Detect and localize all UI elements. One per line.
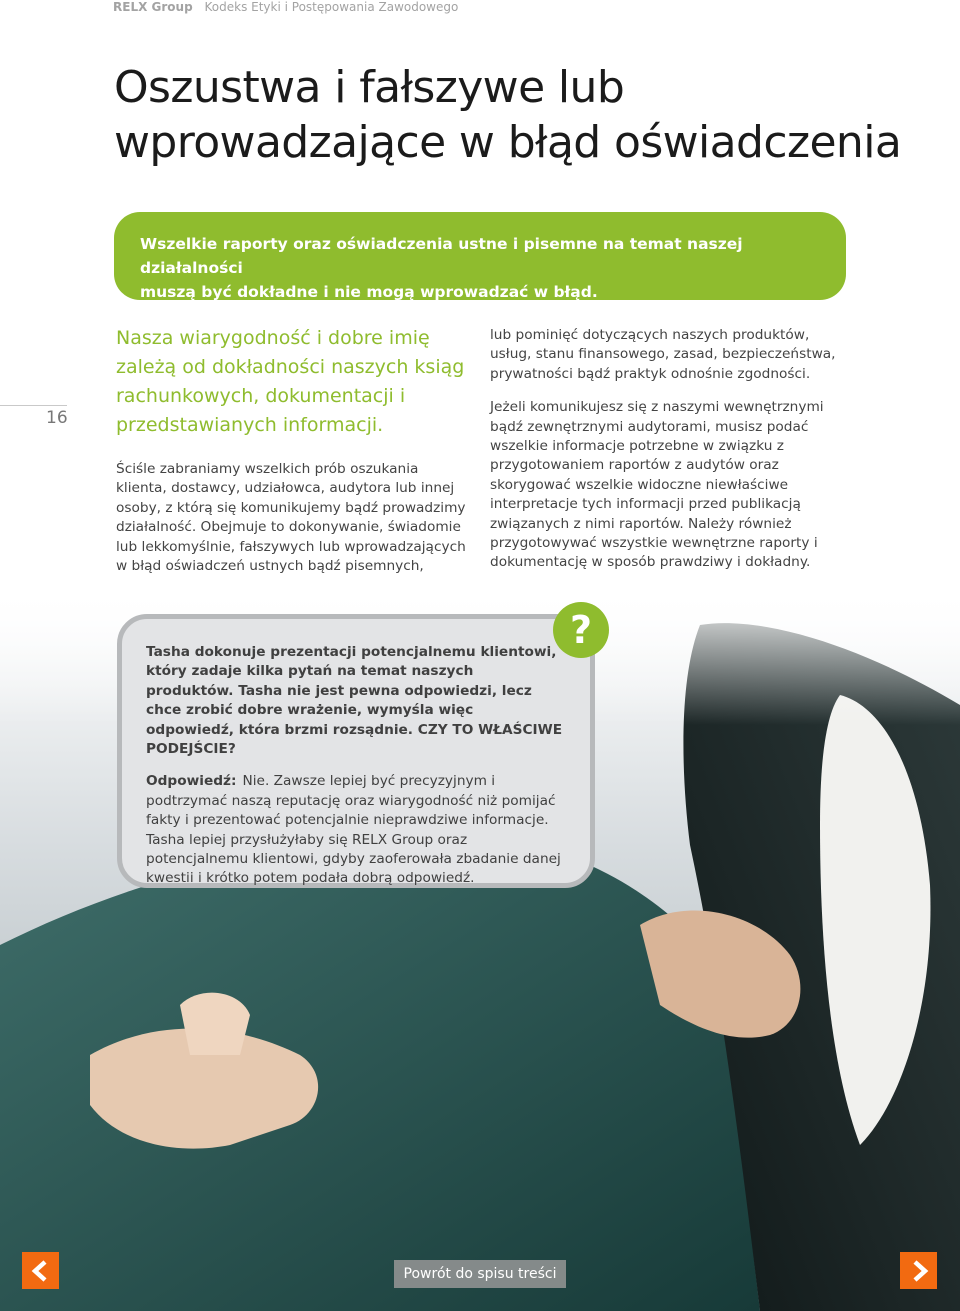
question-mark-icon: ? (553, 602, 609, 658)
title-line-1: Oszustwa i fałszywe lub (114, 62, 625, 113)
page-number-rule (0, 405, 67, 406)
header-doc-title: Kodeks Etyki i Postępowania Zawodowego (204, 0, 459, 14)
title-line-2: wprowadzające w błąd oświadczenia (114, 117, 902, 168)
previous-page-button[interactable] (22, 1252, 59, 1289)
body-paragraph-3: Jeżeli komunikujesz się z naszymi wewnętrznymi bądź zewnętrznymi audytorami, musisz podać wszelkie informacje potrzebne w związku z przygotowaniem raportów z audytów oraz skorygować wszelkie widoczne niewłaściwe interpretacje tych informacji przed publikacją związanych z nimi raportów. Należy również przygotowywać wszystkie wewnętrzne raporty i dokumentację w sposób prawdziwy i dokładny. (490, 399, 824, 571)
table-of-contents-link[interactable]: Powrót do spisu treści (394, 1260, 566, 1288)
page-number: 16 (46, 408, 68, 428)
qa-answer (146, 772, 564, 888)
chevron-left-icon (29, 1259, 53, 1283)
lead-paragraph: Nasza wiarygodność i dobre imię zależą od dokładności naszych ksiąg rachunkowych, dokumentacji i przedstawianych informacji. (116, 327, 465, 436)
chevron-right-icon (907, 1259, 931, 1283)
body-paragraph-1: Ściśle zabraniamy wszelkich prób oszukania klienta, dostawcy, udziałowca, audytora lub innej osoby, z którą się komunikujemy bądź prowadzimy działalność. Obejmuje to dokonywanie, świadomie lub lekkomyślnie, fałszywych lub wprowadzających w błąd oświadczeń ustnych bądź pisemnych, (116, 461, 466, 575)
running-header (113, 0, 458, 16)
header-brand: RELX Group (113, 0, 193, 14)
banner-line-2: muszą być dokładne i nie mogą wprowadzać w błąd. (140, 283, 598, 301)
qa-answer-label: Odpowiedź: (146, 773, 237, 790)
page-title (114, 60, 934, 170)
qa-question: Tasha dokonuje prezentacji potencjalnemu klientowi, który zadaje kilka pytań na temat naszych produktów. Tasha nie jest pewna odpowiedzi, lecz chce zrobić dobre wrażenie, wymyśla więc odpowiedź, która brzmi rozsądnie. CZY TO WŁAŚCIWE PODEJŚCIE? (146, 644, 563, 758)
next-page-button[interactable] (900, 1252, 937, 1289)
summary-banner (114, 212, 846, 300)
qa-box (117, 614, 595, 888)
text-column-right (490, 326, 855, 573)
banner-line-1: Wszelkie raporty oraz oświadczenia ustne i pisemne na temat naszej działalności (140, 235, 743, 277)
qa-answer-text: Nie. Zawsze lepiej być precyzyjnym i podtrzymać naszą reputację oraz wiarygodność niż pomijać fakty i prezentować potencjalnie nieprawdziwe informacje. Tasha lepiej przysłużyłaby się RELX Group oraz potencjalnemu klientowi, gdyby zaoferowała zbadanie danej kwestii i krótko potem podała dobrą odpowiedź. (146, 773, 561, 887)
body-paragraph-2: lub pominięć dotyczących naszych produktów, usług, stanu finansowego, zasad, bezpieczeństwa, prywatności bądź praktyk odnośnie zgodności. (490, 327, 836, 382)
text-column-left (116, 324, 466, 576)
